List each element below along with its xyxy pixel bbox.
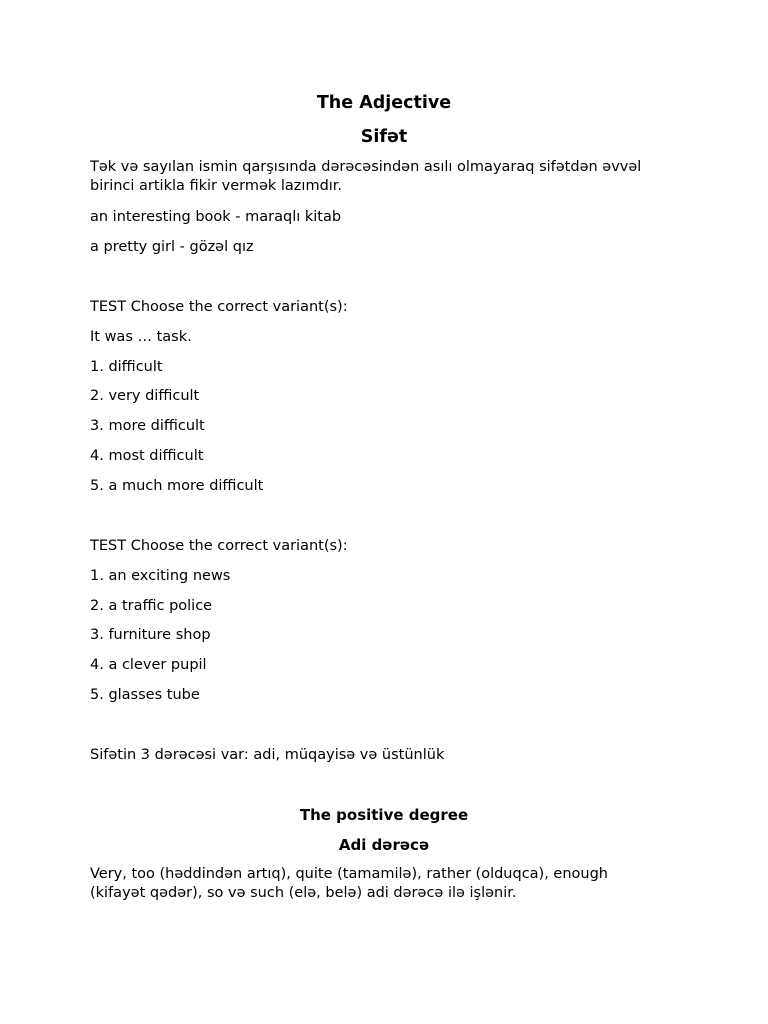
test1-question: It was … task. [90, 329, 192, 345]
test1-option: 5. a much more difficult [90, 478, 264, 494]
example-line: a pretty girl - gözəl qız [90, 239, 254, 255]
positive-degree-title: The positive degree [299, 806, 469, 824]
test1-heading: TEST Choose the correct variant(s): [90, 299, 348, 315]
intro-line-1: Tək və sayılan ismin qarşısında dərəcəsindən asılı olmayaraq sifətdən əvvəl [90, 159, 642, 175]
test2-option: 1. an exciting news [90, 568, 231, 584]
test2-option: 3. furniture shop [90, 627, 211, 643]
document-title: The Adjective [316, 93, 452, 113]
test1-option: 1. difficult [90, 359, 163, 375]
positive-line-2: (kifayət qədər), so və such (elə, belə) adi dərəcə ilə işlənir. [90, 885, 517, 901]
positive-line-1: Very, too (həddindən artıq), quite (tamamilə), rather (olduqca), enough [90, 866, 608, 882]
example-line: an interesting book - maraqlı kitab [90, 209, 342, 225]
test2-option: 5. glasses tube [90, 687, 200, 703]
test1-option: 4. most difficult [90, 448, 204, 464]
positive-degree-subtitle: Adi dərəcə [338, 836, 430, 854]
document-subtitle: Sifət [360, 127, 408, 147]
intro-paragraph [90, 158, 690, 196]
positive-degree-text [90, 865, 690, 903]
test1-option: 3. more difficult [90, 418, 205, 434]
test1-option: 2. very difficult [90, 388, 200, 404]
intro-line-2: birinci artikla fikir vermək lazımdır. [90, 178, 343, 194]
degrees-note: Sifətin 3 dərəcəsi var: adi, müqayisə və üstünlük [90, 747, 445, 763]
test2-option: 2. a traffic police [90, 598, 213, 614]
test2-option: 4. a clever pupil [90, 657, 207, 673]
test2-heading: TEST Choose the correct variant(s): [90, 538, 348, 554]
